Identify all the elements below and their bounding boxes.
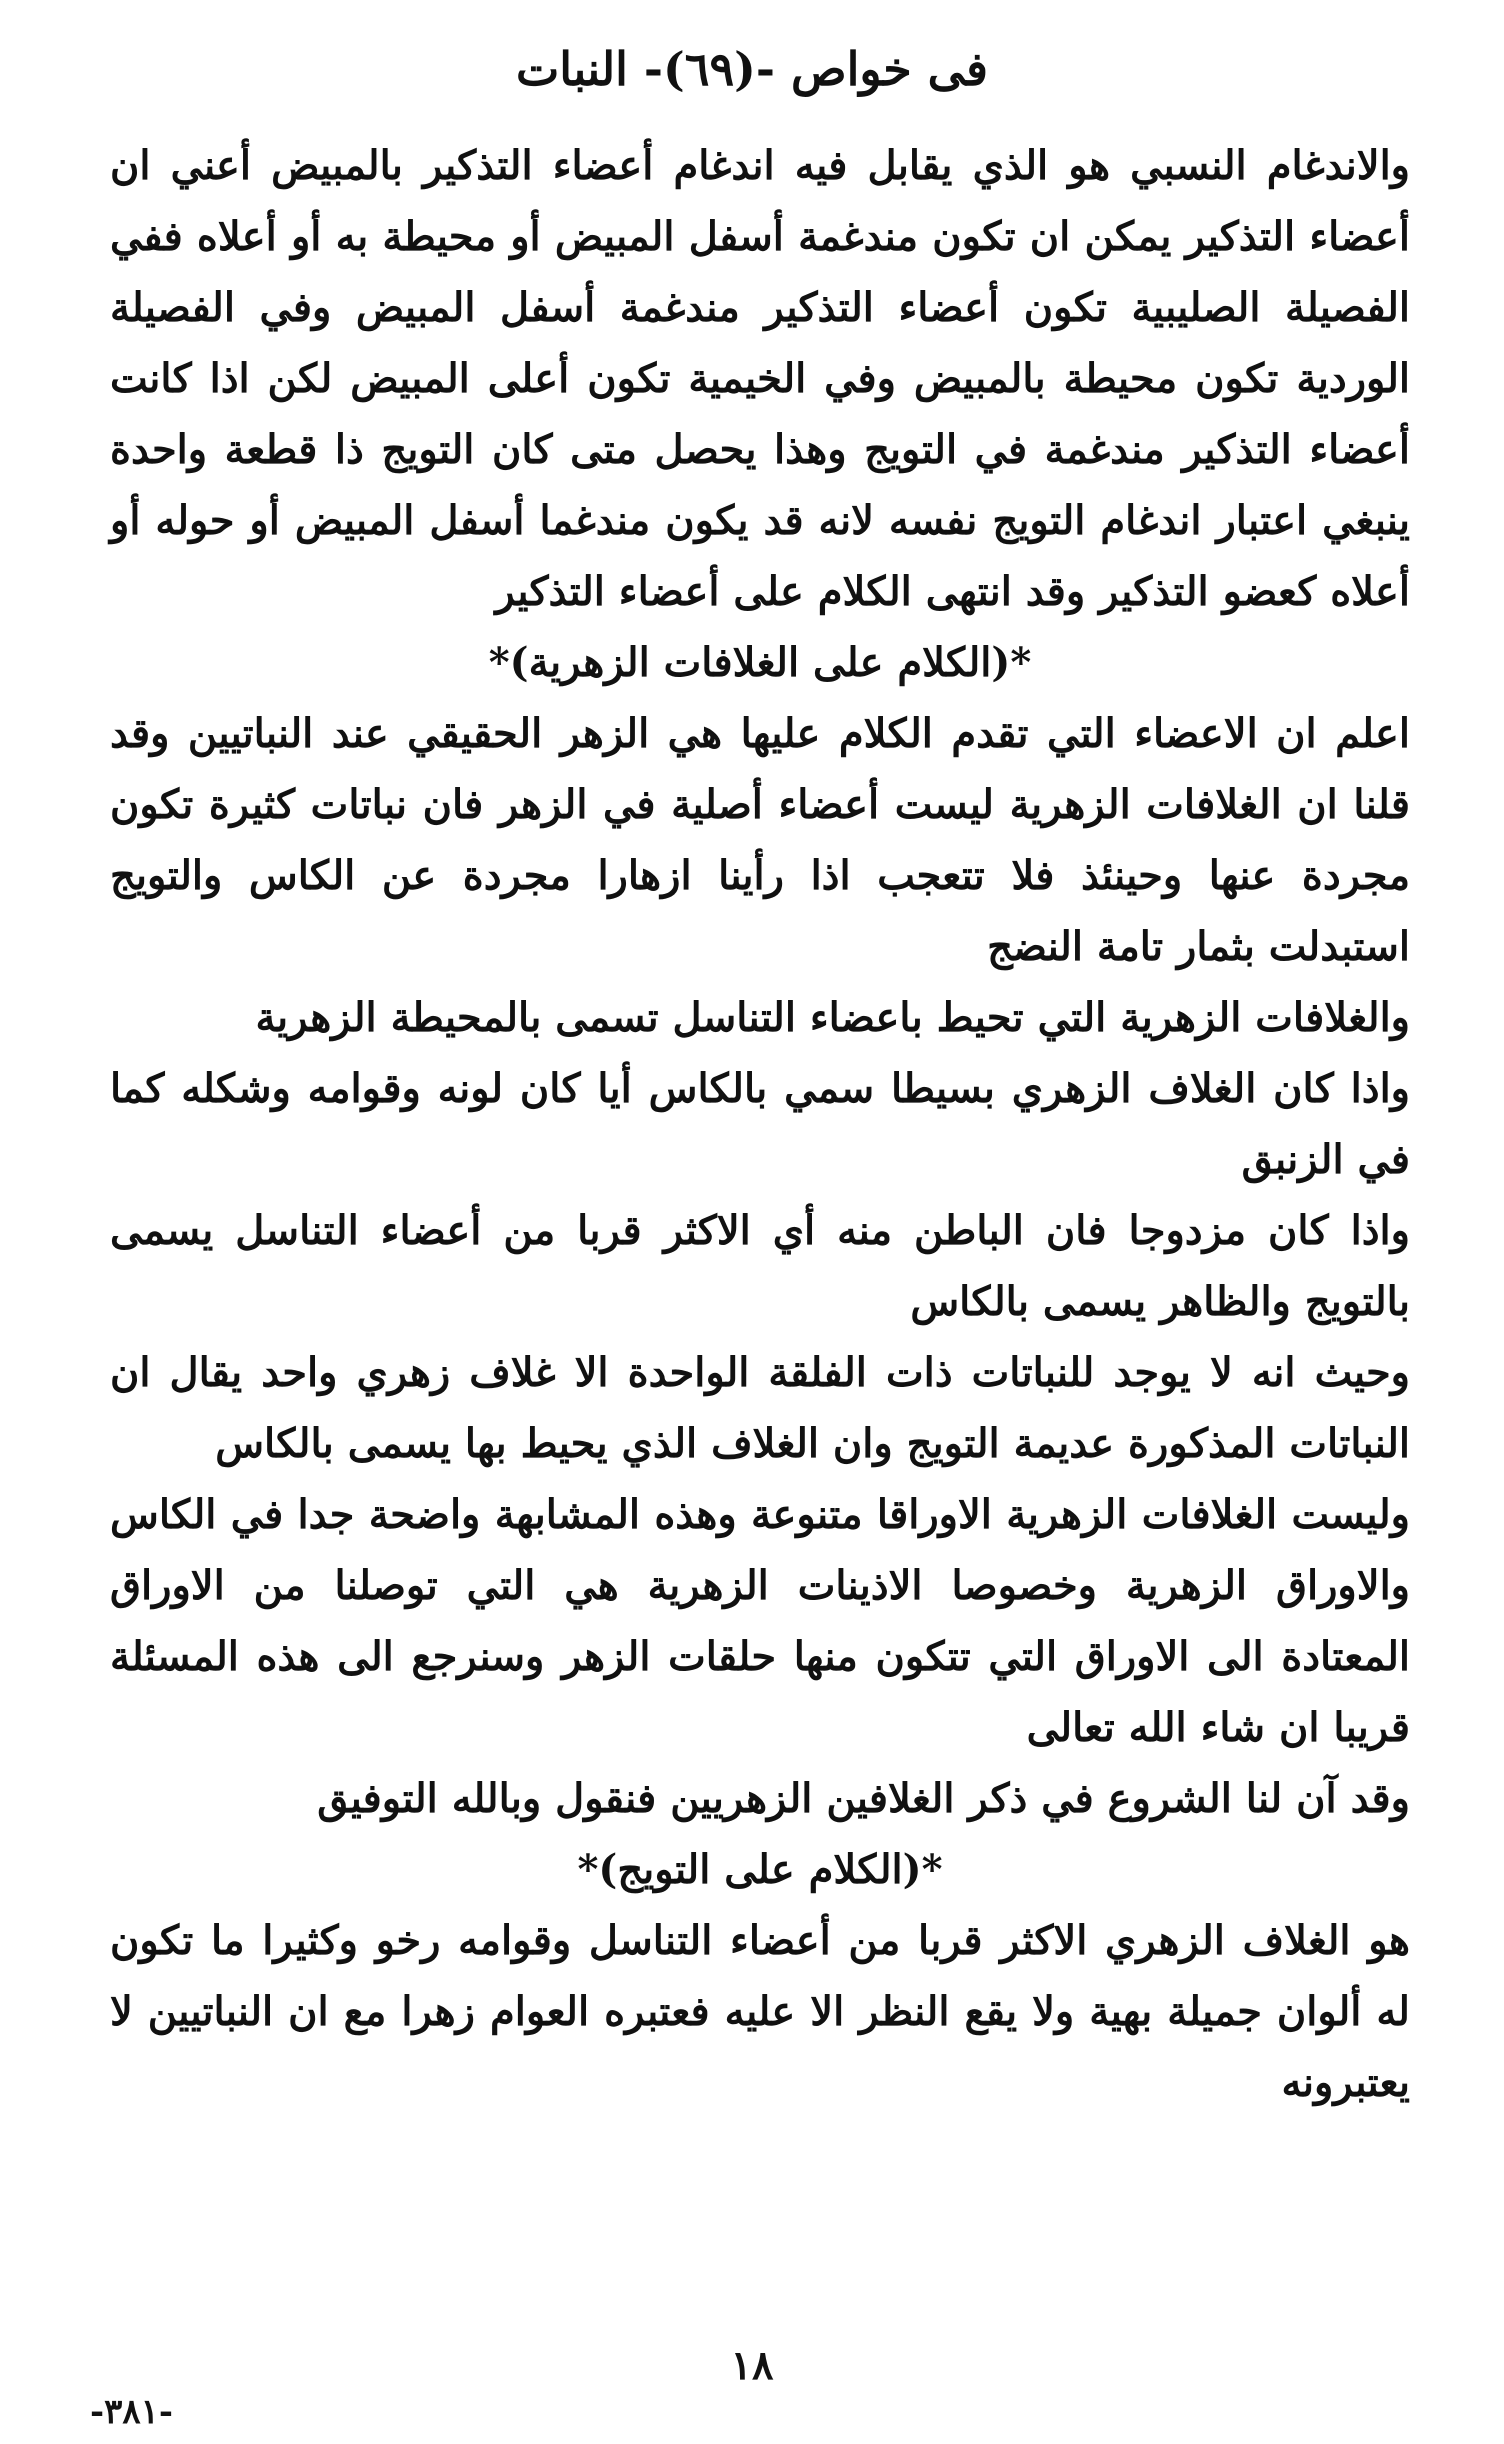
paragraph-intro-envelopes: اعلم ان الاعضاء التي تقدم الكلام عليها هي الزهر الحقيقي عند النباتيين وقد قلنا ان الغلافات الزهرية ليست أعضاء أصلية في الزهر فان نباتات كثيرة تكون مجردة عنها وحينئذ فلا تتعجب اذا رأينا ازهارا مجردة عن الكاس والتويج استبدلت بثمار تامة النضج	[110, 710, 1410, 970]
paragraph-perianth: والغلافات الزهرية التي تحيط باعضاء التناسل تسمى بالمحيطة الزهرية	[255, 994, 1410, 1041]
paragraph-simple-calyx: واذا كان الغلاف الزهري بسيطا سمي بالكاس أيا كان لونه وقوامه وشكله كما في الزنبق	[110, 1065, 1410, 1183]
signature-mark: ١٨	[730, 2342, 774, 2389]
paragraph-adnation: والاندغام النسبي هو الذي يقابل فيه اندغام أعضاء التذكير بالمبيض أعني ان أعضاء التذكير يمكن ان تكون مندغمة أسفل المبيض أو محيطة به أو أعلاه ففي الفصيلة الصليبية تكون أعضاء التذكير مندغمة أسفل المبيض وفي الفصيلة الوردية تكون محيطة بالمبيض وفي الخيمية تكون أعلى المبيض لكن اذا كانت أعضاء التذكير مندغمة في التويج وهذا يحصل متى كان التويج ذا قطعة واحدة ينبغي اعتبار اندغام التويج نفسه لانه قد يكون مندغما أسفل المبيض أو حوله أو أعلاه كعضو التذكير وقد انتهى الكلام على أعضاء التذكير	[110, 142, 1411, 615]
page-header-title: فى خواص -(٦٩)- النبات	[516, 42, 988, 96]
body-text	[110, 130, 1410, 2118]
paragraph-corolla: هو الغلاف الزهري الاكثر قربا من أعضاء التناسل وقوامه رخو وكثيرا ما تكون له ألوان جميلة بهية ولا يقع النظر الا عليه فعتبره العوام زهرا مع ان النباتيين لا يعتبرونه	[110, 1917, 1410, 2106]
section-heading-corolla: *(الكلام على التويج)*	[577, 1846, 943, 1893]
page-number: -٣٨١-	[90, 2392, 174, 2432]
paragraph-transition: وقد آن لنا الشروع في ذكر الغلافين الزهريين فنقول وبالله التوفيق	[317, 1775, 1410, 1822]
paragraph-monocots: وحيث انه لا يوجد للنباتات ذات الفلقة الواحدة الا غلاف زهري واحد يقال ان النباتات المذكورة عديمة التويج وان الغلاف الذي يحيط بها يسمى بالكاس	[110, 1349, 1410, 1467]
section-heading-floral-envelopes: *(الكلام على الغلافات الزهرية)*	[488, 639, 1032, 686]
paragraph-double-envelope: واذا كان مزدوجا فان الباطن منه أي الاكثر قربا من أعضاء التناسل يسمى بالتويج والظاهر يسمى بالكاس	[110, 1207, 1410, 1325]
paragraph-modified-leaves: وليست الغلافات الزهرية الاوراقا متنوعة وهذه المشابهة واضحة جدا في الكاس والاوراق الزهرية وخصوصا الاذينات الزهرية هي التي توصلنا من الاوراق المعتادة الى الاوراق التي تتكون منها حلقات الزهر وسنرجع الى هذه المسئلة قريبا ان شاء الله تعالى	[110, 1491, 1410, 1751]
